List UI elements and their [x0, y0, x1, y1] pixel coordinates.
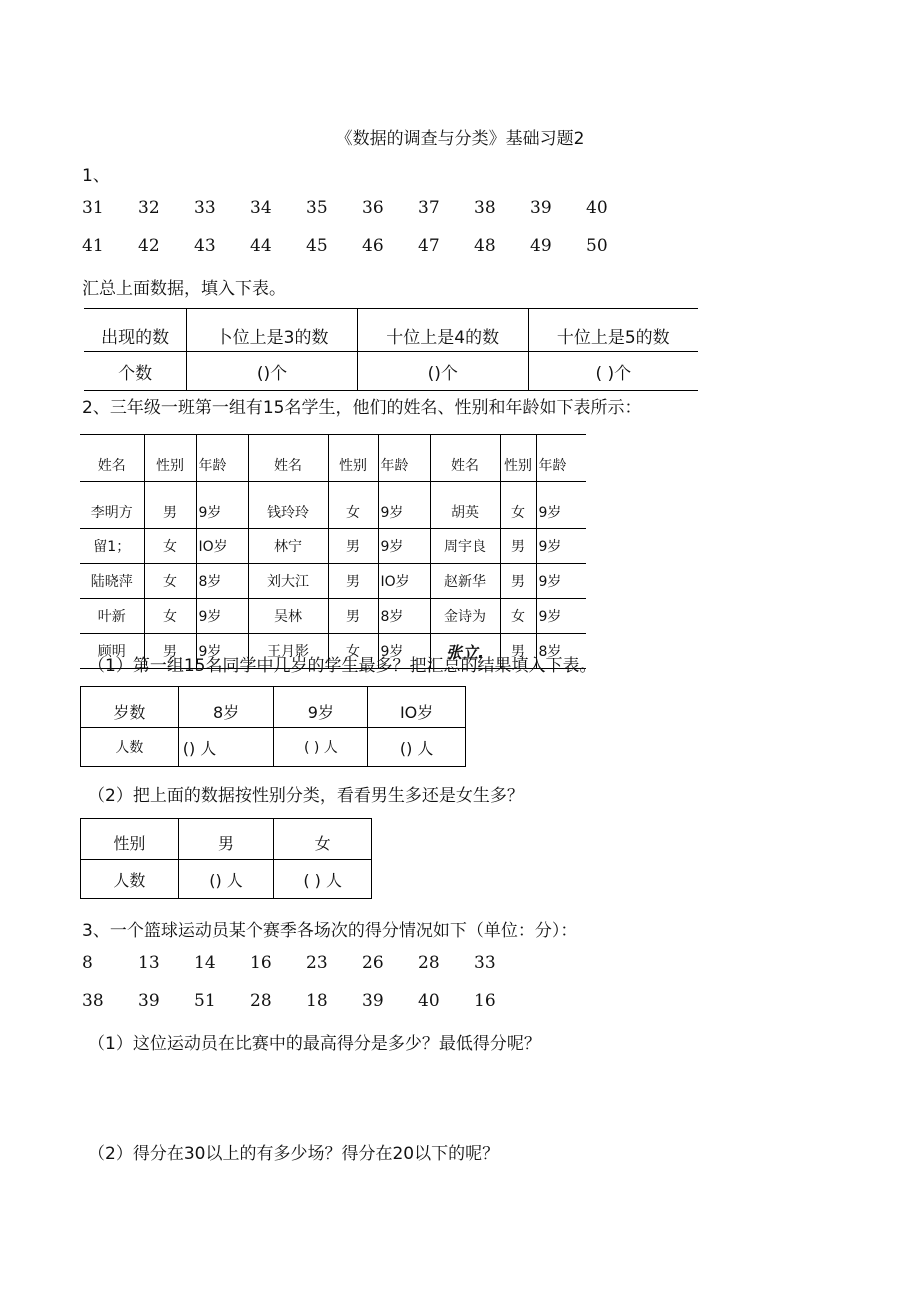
student-table-cell: 男	[500, 529, 536, 564]
student-table-cell: 8岁	[378, 599, 430, 634]
student-table-cell: 9岁	[378, 634, 430, 669]
student-table-header: 性别	[500, 435, 536, 482]
student-table-cell: 胡英	[430, 482, 500, 529]
student-table-cell: 王月影	[248, 634, 328, 669]
student-table-row	[80, 564, 586, 599]
score: 18	[306, 991, 328, 1011]
student-table-header: 年龄	[378, 435, 430, 482]
age-answer-blank-1[interactable]: () 人	[178, 728, 274, 767]
student-table-cell: 男	[500, 564, 536, 599]
number: 46	[362, 236, 384, 256]
number: 47	[418, 236, 440, 256]
student-table-cell: 男	[328, 599, 378, 634]
q1-header-3: 十位上是5的数	[528, 309, 698, 352]
student-table-row	[80, 599, 586, 634]
number: 42	[138, 236, 160, 256]
page-title: 《数据的调查与分类》基础习题2	[335, 129, 585, 149]
number: 49	[530, 236, 552, 256]
student-table-header: 姓名	[248, 435, 328, 482]
q1-header-2: 十位上是4的数	[357, 309, 528, 352]
number: 34	[250, 198, 272, 218]
number: 48	[474, 236, 496, 256]
number: 41	[82, 236, 104, 256]
score: 16	[250, 953, 272, 973]
student-table-cell: 9岁	[196, 634, 248, 669]
student-table-cell: 留1；	[80, 529, 144, 564]
gender-header-2: 女	[274, 819, 372, 860]
age-header-3: IO岁	[368, 687, 466, 728]
q1-header-1: 卜位上是3的数	[187, 309, 358, 352]
q1-number-row-2	[82, 236, 642, 256]
number: 35	[306, 198, 328, 218]
age-header-2: 9岁	[274, 687, 368, 728]
q1-label: 1、	[82, 166, 110, 186]
q3-sub1: （1）这位运动员在比赛中的最高得分是多少？最低得分呢？	[88, 1034, 541, 1054]
q3-label: 3、一个篮球运动员某个赛季各场次的得分情况如下（单位：分）：	[82, 921, 578, 941]
q1-instruction: 汇总上面数据，填入下表。	[82, 279, 286, 299]
gender-answer-blank-1[interactable]: () 人	[178, 860, 274, 899]
score: 33	[474, 953, 496, 973]
q1-answer-blank-2[interactable]: ()个	[357, 352, 528, 391]
student-table-cell: 8岁	[196, 564, 248, 599]
student-table-cell: 9岁	[378, 482, 430, 529]
student-table-cell: 9岁	[536, 529, 586, 564]
score: 51	[194, 991, 216, 1011]
student-table-header: 姓名	[430, 435, 500, 482]
score: 23	[306, 953, 328, 973]
student-table-header: 年龄	[536, 435, 586, 482]
student-table-cell: 男	[328, 564, 378, 599]
age-summary-table	[80, 686, 466, 767]
number: 45	[306, 236, 328, 256]
number: 50	[586, 236, 608, 256]
score: 40	[418, 991, 440, 1011]
age-header-0: 岁数	[81, 687, 179, 728]
number: 33	[194, 198, 216, 218]
age-row-label: 人数	[81, 728, 179, 767]
q1-cell-0: 个数	[118, 363, 153, 384]
number: 44	[250, 236, 272, 256]
number: 43	[194, 236, 216, 256]
gender-header-1: 男	[178, 819, 274, 860]
student-table-cell: 张立.	[430, 634, 500, 669]
student-table-cell: 9岁	[536, 599, 586, 634]
number: 37	[418, 198, 440, 218]
score: 38	[82, 991, 104, 1011]
score: 28	[418, 953, 440, 973]
gender-answer-blank-2[interactable]: ( ) 人	[274, 860, 372, 899]
score: 26	[362, 953, 384, 973]
score: 39	[362, 991, 384, 1011]
student-table-cell: IO岁	[378, 564, 430, 599]
student-table-header: 性别	[328, 435, 378, 482]
gender-header-0: 性别	[81, 819, 179, 860]
student-table-cell: 钱玲玲	[248, 482, 328, 529]
student-table-header: 年龄	[196, 435, 248, 482]
student-table-cell: 男	[328, 529, 378, 564]
student-table-row	[80, 482, 586, 529]
student-table-cell: 女	[144, 599, 196, 634]
student-table-cell: 女	[144, 564, 196, 599]
student-table-cell: 顾明	[80, 634, 144, 669]
gender-summary-table	[80, 818, 372, 899]
gender-row-label: 人数	[81, 860, 179, 899]
q1-answer-blank-3[interactable]: ( )个	[528, 352, 698, 391]
number: 38	[474, 198, 496, 218]
student-table-cell: 陆晓萍	[80, 564, 144, 599]
student-table-cell: 吴林	[248, 599, 328, 634]
student-table	[80, 434, 586, 669]
student-table-cell: 男	[144, 634, 196, 669]
student-table-cell: 李明方	[80, 482, 144, 529]
student-table-cell: 周宇良	[430, 529, 500, 564]
score: 28	[250, 991, 272, 1011]
student-table-cell: 男	[500, 634, 536, 669]
student-table-cell: 金诗为	[430, 599, 500, 634]
student-table-cell: 9岁	[196, 482, 248, 529]
student-table-cell: 林宁	[248, 529, 328, 564]
q3-score-row-2	[82, 991, 530, 1011]
student-table-cell: 女	[500, 482, 536, 529]
score: 14	[194, 953, 216, 973]
age-header-1: 8岁	[178, 687, 274, 728]
q1-answer-blank-1[interactable]: ()个	[187, 352, 358, 391]
student-table-cell: 女	[328, 634, 378, 669]
number: 31	[82, 198, 104, 218]
q1-summary-table	[84, 308, 698, 391]
student-table-header: 姓名	[80, 435, 144, 482]
student-table-cell: 9岁	[536, 564, 586, 599]
score: 13	[138, 953, 160, 973]
q2-label: 2、三年级一班第一组有15名学生，他们的姓名、性别和年龄如下表所示：	[82, 398, 642, 418]
number: 40	[586, 198, 608, 218]
number: 39	[530, 198, 552, 218]
student-table-cell: 9岁	[196, 599, 248, 634]
q2-sub1: （1）第一组15名同学中几岁的学生最多？把汇总的结果填入下表。	[88, 656, 597, 676]
student-table-cell: 刘大江	[248, 564, 328, 599]
student-table-cell: 9岁	[536, 482, 586, 529]
student-table-cell: 9岁	[378, 529, 430, 564]
student-table-row	[80, 529, 586, 564]
student-table-cell: 8岁	[536, 634, 586, 669]
q2-sub2: （2）把上面的数据按性别分类，看看男生多还是女生多？	[88, 786, 524, 806]
age-answer-blank-2[interactable]: ( ) 人	[274, 728, 368, 767]
student-table-cell: 女	[328, 482, 378, 529]
score: 16	[474, 991, 496, 1011]
q1-header-0: 出现的数	[84, 309, 187, 352]
student-table-header: 性别	[144, 435, 196, 482]
student-table-cell: 叶新	[80, 599, 144, 634]
number: 36	[362, 198, 384, 218]
student-table-cell: 女	[144, 529, 196, 564]
age-answer-blank-3[interactable]: () 人	[368, 728, 466, 767]
q3-sub2: （2）得分在30以上的有多少场？得分在20以下的呢？	[88, 1144, 500, 1164]
student-table-cell: IO岁	[196, 529, 248, 564]
score: 39	[138, 991, 160, 1011]
number: 32	[138, 198, 160, 218]
student-table-cell: 赵新华	[430, 564, 500, 599]
student-table-cell: 男	[144, 482, 196, 529]
student-table-cell: 女	[500, 599, 536, 634]
score: 8	[82, 953, 93, 973]
q3-score-row-1	[82, 953, 530, 973]
q1-number-row-1	[82, 198, 642, 218]
